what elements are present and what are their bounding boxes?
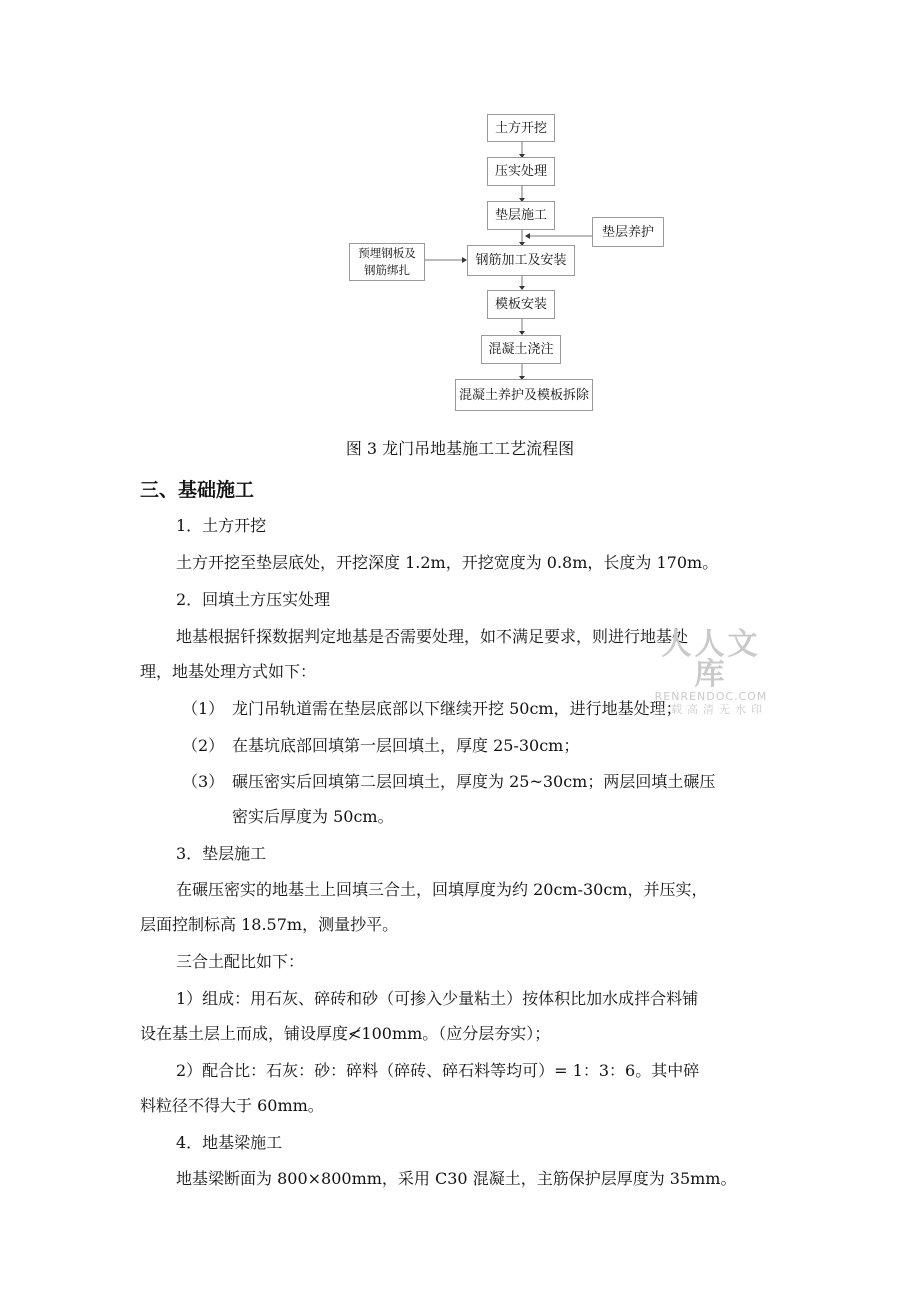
flow-step-formwork: 模板安装 [487,290,555,319]
s2-intro-line1: 地基根据钎探数据判定地基是否需要处理，如不满足要求，则进行地基处 [176,627,689,646]
flow-side-cushion-curing: 垫层养护 [592,217,664,247]
flowchart-connectors [0,0,920,430]
s2-item1-num: （1） [182,699,225,718]
watermark-title: 人人文库 [661,627,761,692]
s3-p3-line1: 1）组成：用石灰、碎砖和砂（可掺入少量粘土）按体积比加水成拌合料铺 [176,989,699,1008]
watermark-site: RENRENDOC.COM [654,690,768,703]
flow-side-line-1: 预埋钢板及 [358,246,416,261]
s2-item3-text: 碾压密实后回填第二层回填土，厚度为 25~30cm；两层回填土碾压 [232,772,716,791]
watermark-slogan: 下载高清无水印 [655,703,767,717]
s3-p1-line1: 在碾压密实的地基土上回填三合土，回填厚度为约 20cm-30cm，并压实， [176,880,708,899]
section-title: 三、基础施工 [140,479,255,501]
flow-step-rebar-install: 钢筋加工及安装 [467,245,575,276]
flow-step-curing-removal: 混凝土养护及模板拆除 [455,379,593,411]
s3-heading: 3．垫层施工 [176,844,267,863]
s1-text: 土方开挖至垫层底处，开挖深度 1.2m，开挖宽度为 0.8m，长度为 170m。 [176,553,719,572]
s3-p2: 三合土配比如下： [176,952,305,971]
s2-item2-num: （2） [182,736,225,755]
s4-text: 地基梁断面为 800×800mm，采用 C30 混凝土，主筋保护层厚度为 35mm。 [176,1169,737,1188]
s2-item3-text2: 密实后厚度为 50cm。 [232,807,394,826]
s1-heading: 1．土方开挖 [176,516,267,535]
s2-intro-line2: 理，地基处理方式如下： [140,662,317,681]
flow-step-compaction: 压实处理 [487,157,555,186]
flow-step-earth-excavation: 土方开挖 [487,114,555,142]
watermark [646,627,776,717]
s3-p4-line1: 2）配合比：石灰：砂：碎料（碎砖、碎石料等均可）= 1：3：6。其中碎 [176,1061,700,1080]
s2-item2-text: 在基坑底部回填第一层回填土，厚度 25-30cm； [232,736,580,755]
s2-item1-text: 龙门吊轨道需在垫层底部以下继续开挖 50cm，进行地基处理； [232,699,682,718]
s2-item3-num: （3） [182,772,225,791]
flow-step-cushion-layer: 垫层施工 [487,201,555,230]
flow-side-embedded-plate [349,243,425,281]
flow-step-concrete-pour: 混凝土浇注 [481,335,561,364]
s4-heading: 4．地基梁施工 [176,1133,283,1152]
s3-p4-line2: 料粒径不得大于 60mm。 [140,1096,324,1115]
s3-p3-line2: 设在基土层上而成，铺设厚度≮100mm。（应分层夯实）； [140,1024,551,1043]
s2-heading: 2．回填土方压实处理 [176,590,331,609]
s3-p1-line2: 层面控制标高 18.57m，测量抄平。 [140,915,399,934]
flow-side-line-2: 钢筋绑扎 [364,263,410,277]
figure-caption: 图 3 龙门吊地基施工工艺流程图 [345,439,575,458]
